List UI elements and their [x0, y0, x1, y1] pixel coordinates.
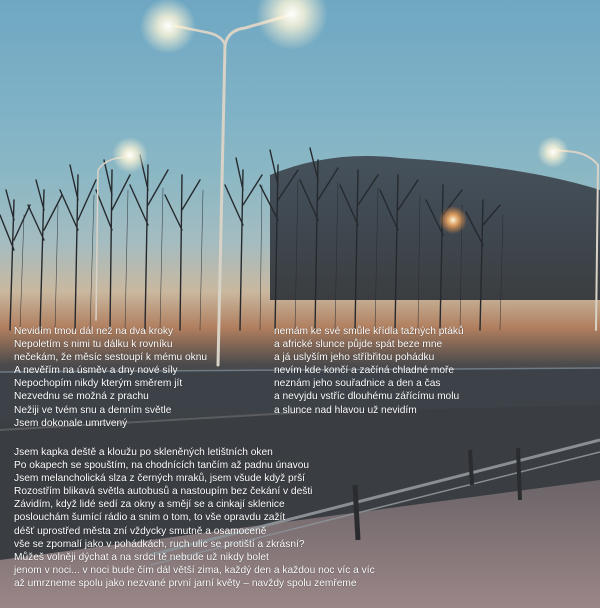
poem-line: nečekám, že měsíc sestoupí k mému oknu [14, 352, 208, 364]
poem-bottom-stanza [14, 446, 375, 590]
mountain-silhouette [270, 156, 600, 300]
poem-left-stanza [14, 325, 207, 430]
poem-right-stanza [274, 325, 464, 417]
poem-line: Rozostřím blikavá světla autobusů a nastoupím bez čekání v dešti [14, 486, 313, 498]
poem-line: a já uslyším jeho stříbřitou pohádku [274, 352, 435, 364]
poem-line: Nepoletím s nimi tu dálku k rovníku [14, 339, 173, 351]
poem-line: Nevidím tmou dál než na dva kroky [14, 326, 174, 337]
poem-line: a nevyjdu vstříc dlouhému zářícímu molu [274, 391, 460, 403]
poem-line: Jsem melancholická slza z černých mraků, jsem všude když prší [14, 473, 306, 485]
poem-line: déšť uprostřed města zní vždycky smutně a osamoceně [14, 525, 267, 537]
poem-line: Po okapech se spouštím, na chodnících tančím až padnu únavou [14, 460, 310, 472]
poem-line: nemám ke své smůle křídla tažných ptáků [274, 326, 464, 337]
poem-line: Jsem kapka deště a kloužu po skleněných letištních oken [14, 447, 273, 458]
poem-line: A nevěřím na úsměv a dny nové síly [14, 365, 178, 377]
poem-line: Nezvednu se možná z prachu [14, 391, 149, 403]
poem-line: a slunce nad hlavou už nevidím [274, 404, 417, 416]
lamp-glow [537, 136, 569, 168]
poem-line: poslouchám šumící rádio a snim o tom, to vše opravdu zažít [14, 512, 286, 524]
lamp-glow [439, 206, 467, 234]
poem-line: neznám jeho souřadnice a den a čas [274, 378, 441, 390]
poem-line: Nežiji ve tvém snu a denním světle [14, 404, 172, 416]
poem-line: jenom v noci... v noci bude čím dál větší zima, každý den a každou noc víc a víc [14, 564, 375, 576]
poem-line: Závidím, když lidé sedí za okny a smějí se a cinkají sklenice [14, 499, 285, 511]
poem-line: nevím kde končí a začíná chladné moře [274, 365, 455, 377]
poem-line: Jsem dokonale umrtvený [14, 417, 128, 429]
poem-line: vše se zpomalí jako v pohádkách, ruch ulic se protiští a zkrásní? [14, 538, 305, 550]
poem-line: Nepochopím nikdy kterým směrem jít [14, 378, 183, 390]
lamp-glow [112, 137, 148, 173]
poem-line: Můžeš volněji dýchat a na srdci tě nebude už nikdy bolet [14, 551, 269, 563]
lamp-glow [256, 0, 328, 50]
lamp-glow [140, 0, 196, 54]
poem-line: a africké slunce půjde spát beze mne [274, 339, 443, 351]
poem-line: až umrzneme spolu jako nezvané první jarní květy – navždy spolu zemřeme [14, 577, 357, 589]
